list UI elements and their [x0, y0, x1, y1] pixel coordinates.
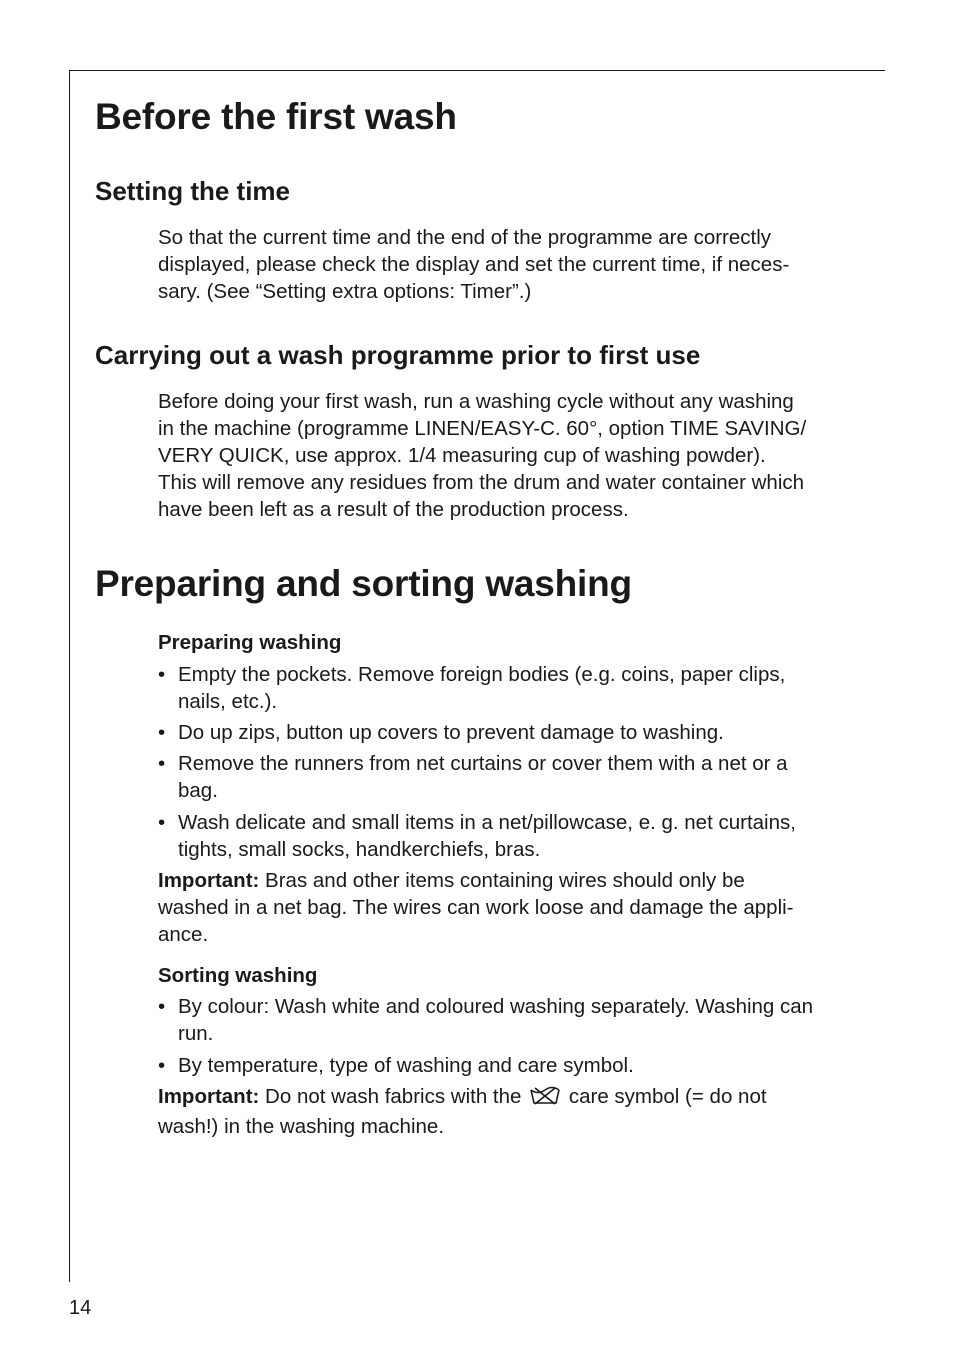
paragraph-prior-to-first-use [158, 388, 858, 523]
bullet-icon: • [158, 721, 166, 744]
heading-prior-to-first-use: Carrying out a wash programme prior to first use [95, 340, 701, 370]
text-line: This will remove any residues from the drum and water container which [158, 471, 805, 494]
text-line: bag. [178, 779, 218, 802]
important-note-wires [158, 867, 858, 948]
text-line: nails, etc.). [178, 690, 278, 713]
text-line: have been left as a result of the production process. [158, 498, 629, 521]
paragraph-setting-the-time [158, 224, 858, 305]
bullet-icon: • [158, 752, 166, 775]
bullet-icon: • [158, 663, 166, 686]
important-label: Important: [158, 1085, 260, 1108]
text-line: VERY QUICK, use approx. 1/4 measuring cup of washing powder). [158, 444, 766, 467]
important-label: Important: [158, 869, 260, 892]
important-text: Do not wash fabrics with the [259, 1085, 522, 1108]
text-line [158, 867, 858, 894]
text-line: Remove the runners from net curtains or cover them with a net or a [178, 752, 788, 775]
text-line: tights, small socks, handkerchiefs, bras. [178, 838, 541, 861]
text-line: sary. (See “Setting extra options: Timer”.) [158, 280, 532, 303]
list-item [158, 809, 858, 863]
text-line: displayed, please check the display and set the current time, if neces- [158, 253, 790, 276]
subheading-sorting-washing: Sorting washing [158, 964, 318, 987]
heading-setting-the-time: Setting the time [95, 176, 291, 206]
text-line: Before doing your first wash, run a washing cycle without any washing [158, 390, 794, 413]
page-number: 14 [69, 1297, 92, 1319]
text-line: Wash delicate and small items in a net/pillowcase, e. g. net curtains, [178, 811, 796, 834]
important-text: care symbol (= do not [568, 1085, 767, 1108]
list-item [158, 993, 858, 1047]
bullet-icon: • [158, 995, 166, 1018]
important-text: Bras and other items containing wires should only be [259, 869, 745, 892]
page-frame-left-rule [69, 70, 70, 1282]
text-line: run. [178, 1022, 214, 1045]
text-line: ance. [158, 923, 209, 946]
text-line: So that the current time and the end of the programme are correctly [158, 226, 772, 249]
section-title-preparing-sorting: Preparing and sorting washing [95, 563, 632, 604]
list-item [158, 750, 858, 804]
text-line: washed in a net bag. The wires can work loose and damage the appli- [158, 896, 794, 919]
text-line [158, 1083, 858, 1113]
text-line: in the machine (programme LINEN/EASY-C. 60°, option TIME SAVING/ [158, 417, 807, 440]
list-item [158, 719, 858, 746]
section-title-before-first-wash: Before the first wash [95, 96, 457, 137]
do-not-wash-icon [529, 1086, 561, 1113]
text-line: By colour: Wash white and coloured washing separately. Washing can [178, 995, 814, 1018]
important-note-care-symbol [158, 1083, 858, 1140]
text-line: Do up zips, button up covers to prevent damage to washing. [178, 721, 724, 744]
list-item [158, 1052, 858, 1079]
bullet-icon: • [158, 1054, 166, 1077]
bullet-icon: • [158, 811, 166, 834]
page-frame-top-rule [69, 70, 885, 71]
text-line: wash!) in the washing machine. [158, 1115, 445, 1138]
text-line: By temperature, type of washing and care symbol. [178, 1054, 634, 1077]
subheading-preparing-washing: Preparing washing [158, 631, 342, 654]
text-line: Empty the pockets. Remove foreign bodies (e.g. coins, paper clips, [178, 663, 786, 686]
list-item [158, 661, 858, 715]
